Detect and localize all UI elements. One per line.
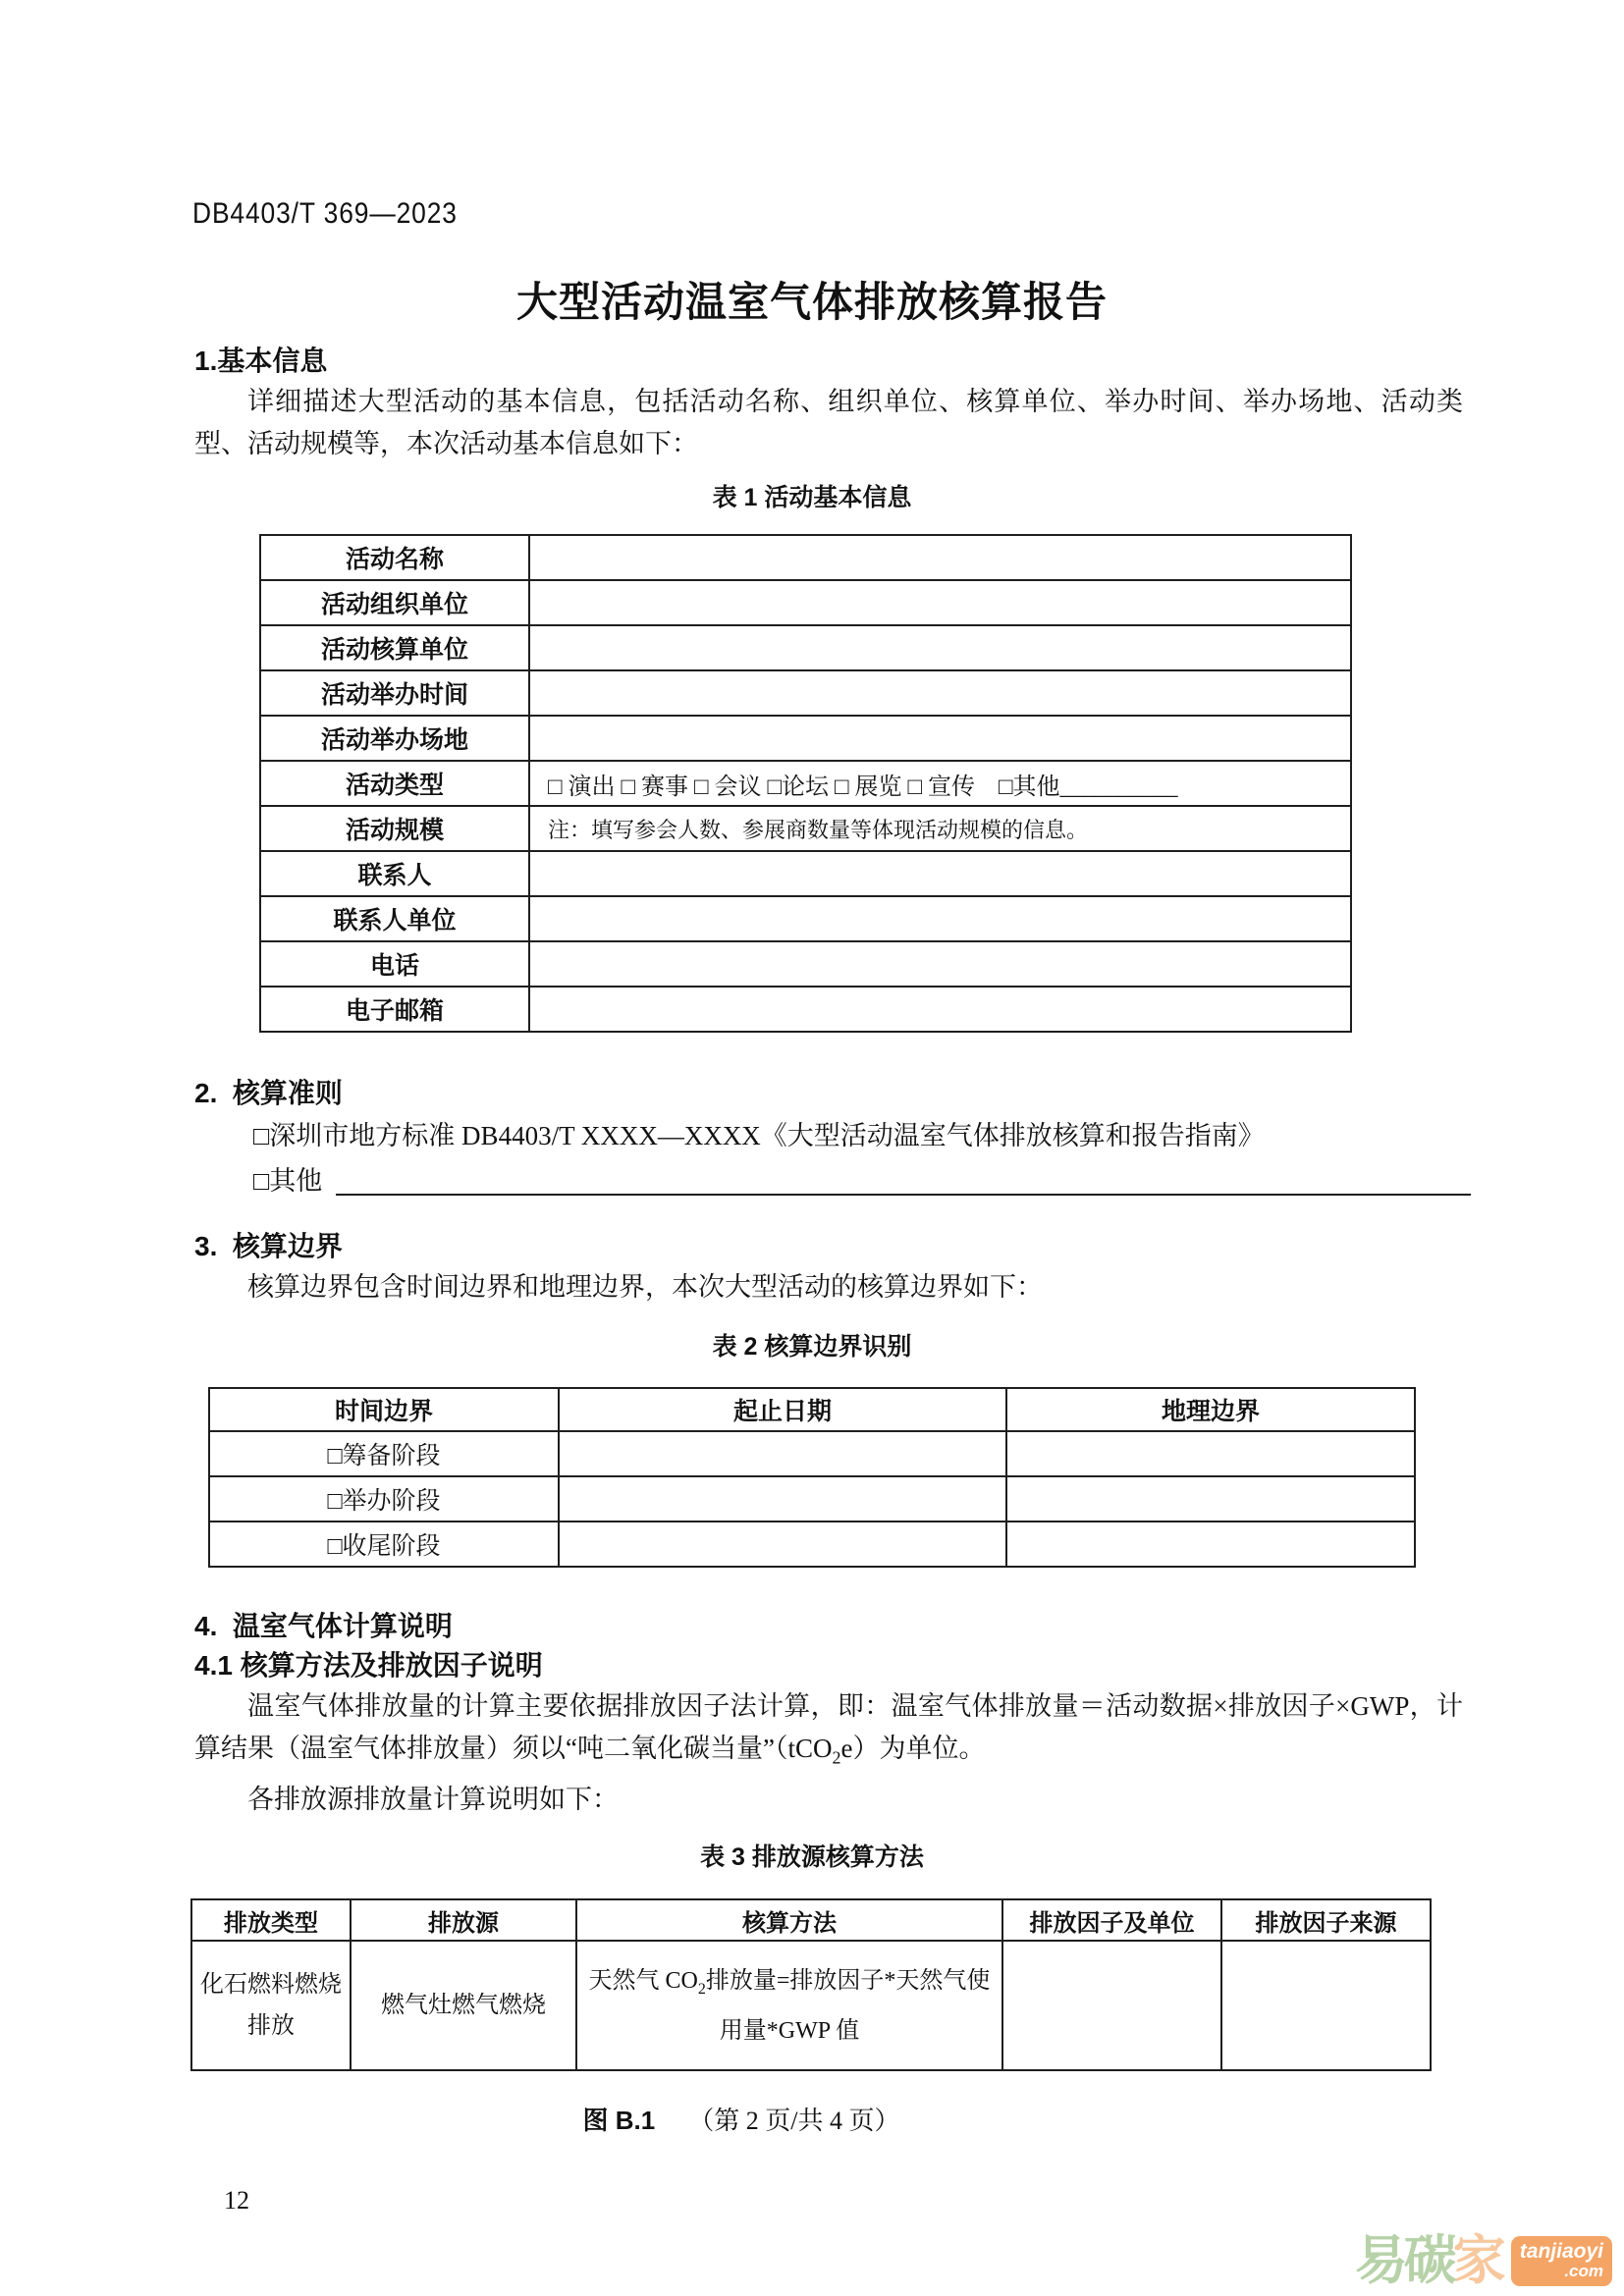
figure-label: 图 B.1 [582, 2106, 656, 2136]
section-1-paragraph: 详细描述大型活动的基本信息，包括活动名称、组织单位、核算单位、举办时间、举办场地、活动类型、活动规模等，本次活动基本信息如下： [194, 387, 1463, 458]
table-2-boundary [208, 1387, 1416, 1568]
table-row [209, 1431, 1415, 1476]
row-value [529, 851, 1351, 896]
page-number: 12 [224, 2186, 249, 2216]
page-title: 大型活动温室气体排放核算报告 [515, 279, 1108, 325]
row-value [529, 580, 1351, 625]
table-row [260, 987, 1351, 1032]
empty-cell [1002, 1941, 1221, 2070]
row-value [529, 896, 1351, 941]
stage-cell: □举办阶段 [209, 1476, 559, 1522]
row-value [529, 535, 1351, 580]
row-label: 联系人单位 [260, 896, 529, 941]
table-1-basic-info [259, 534, 1352, 1033]
table-row [209, 1476, 1415, 1522]
table-3-methods [190, 1898, 1432, 2071]
standard-option-line: □深圳市地方标准 DB4403/T XXXX—XXXX《大型活动温室气体排放核算和报告指南》 [253, 1121, 1265, 1150]
col-header: 地理边界 [1006, 1388, 1415, 1431]
figure-caption [0, 2103, 1553, 2139]
figure-page-info: （第 2 页/共 4 页） [688, 2107, 900, 2136]
row-value [529, 670, 1351, 716]
blank-line [336, 1194, 1471, 1196]
table-1-caption: 表 1 活动基本信息 [712, 484, 912, 511]
method-cell [576, 1941, 1002, 2070]
scale-note: 注：填写参会人数、参展商数量等体现活动规模的信息。 [529, 806, 1351, 851]
watermark-logo [1354, 2231, 1612, 2290]
row-label: 电子邮箱 [260, 987, 529, 1032]
paragraph-text: e）为单位。 [840, 1734, 986, 1763]
table-header-row [191, 1899, 1431, 1941]
activity-type-options: □ 演出 □ 赛事 □ 会议 □论坛 □ 展览 □ 宣传 □其他__________ [529, 761, 1351, 806]
table-row [209, 1522, 1415, 1567]
row-label: 活动类型 [260, 761, 529, 806]
table-row [260, 580, 1351, 625]
row-label: 活动组织单位 [260, 580, 529, 625]
co2-subscript: 2 [832, 1747, 841, 1768]
section-2-heading: 2. 核算准则 [194, 1078, 343, 1108]
watermark-badge-text: tanjiaoyi [1519, 2240, 1603, 2263]
stage-cell: □收尾阶段 [209, 1522, 559, 1567]
watermark-char-jia: 家 [1452, 2231, 1506, 2290]
other-option-line [253, 1158, 1471, 1203]
emission-type-cell: 化石燃料燃烧排放 [191, 1941, 351, 2070]
row-value [529, 941, 1351, 987]
doc-number: DB4403/T 369—2023 [192, 197, 458, 230]
table-3-caption: 表 3 排放源核算方法 [700, 1843, 924, 1872]
col-header: 核算方法 [576, 1899, 1002, 1941]
col-header: 排放因子来源 [1221, 1899, 1431, 1941]
section-3-heading: 3. 核算边界 [194, 1231, 343, 1261]
watermark-char-tan: 碳 [1403, 2231, 1457, 2290]
empty-cell [1006, 1431, 1415, 1476]
row-label: 电话 [260, 941, 529, 987]
table-row [260, 896, 1351, 941]
empty-cell [1006, 1522, 1415, 1567]
table-row [260, 670, 1351, 716]
row-value [529, 716, 1351, 761]
row-value [529, 987, 1351, 1032]
section-4-paragraph-1 [194, 1685, 1463, 1779]
row-value [529, 625, 1351, 670]
section-1-heading: 1.基本信息 [194, 346, 328, 376]
table-2-caption: 表 2 核算边界识别 [712, 1333, 912, 1361]
row-label: 联系人 [260, 851, 529, 896]
table-row [260, 535, 1351, 580]
table-row [260, 806, 1351, 851]
watermark-badge-domain: .com [1564, 2262, 1603, 2280]
empty-cell [559, 1431, 1006, 1476]
empty-cell [559, 1476, 1006, 1522]
method-text: 天然气 CO [588, 1967, 698, 1994]
row-label: 活动核算单位 [260, 625, 529, 670]
table-row [260, 851, 1351, 896]
row-label: 活动规模 [260, 806, 529, 851]
row-label: 活动举办时间 [260, 670, 529, 716]
col-header: 排放因子及单位 [1002, 1899, 1221, 1941]
paragraph-text: 温室气体排放量的计算主要依据排放因子法计算，即：温室气体排放量＝活动数据×排放因子×GWP，计算结果（温室气体排放量）须以“吨二氧化碳当量”（tCO [194, 1691, 1463, 1763]
empty-cell [559, 1522, 1006, 1567]
watermark-char-yi: 易 [1354, 2231, 1408, 2290]
section-4-1-heading: 4.1 核算方法及排放因子说明 [194, 1650, 543, 1681]
col-header: 排放类型 [191, 1899, 351, 1941]
table-row [260, 625, 1351, 670]
section-3-paragraph: 核算边界包含时间边界和地理边界，本次大型活动的核算边界如下： [247, 1272, 1043, 1302]
empty-cell [1006, 1476, 1415, 1522]
table-header-row [209, 1388, 1415, 1431]
table-row [260, 716, 1351, 761]
stage-cell: □筹备阶段 [209, 1431, 559, 1476]
other-option-label: □其他 [253, 1166, 323, 1196]
table-row [260, 761, 1351, 806]
table-row [260, 941, 1351, 987]
section-4-heading: 4. 温室气体计算说明 [194, 1611, 453, 1641]
col-header: 排放源 [351, 1899, 576, 1941]
empty-cell [1221, 1941, 1431, 2070]
co2-subscript: 2 [697, 1980, 706, 1998]
emission-source-cell: 燃气灶燃气燃烧 [351, 1941, 576, 2070]
watermark-badge [1511, 2236, 1612, 2286]
section-4-paragraph-2: 各排放源排放量计算说明如下： [247, 1785, 619, 1815]
col-header: 起止日期 [559, 1388, 1006, 1431]
row-label: 活动名称 [260, 535, 529, 580]
col-header: 时间边界 [209, 1388, 559, 1431]
table-row [191, 1941, 1431, 2070]
row-label: 活动举办场地 [260, 716, 529, 761]
method-text: 排放量=排放因子*天然气使用量*GWP 值 [705, 1967, 991, 2044]
